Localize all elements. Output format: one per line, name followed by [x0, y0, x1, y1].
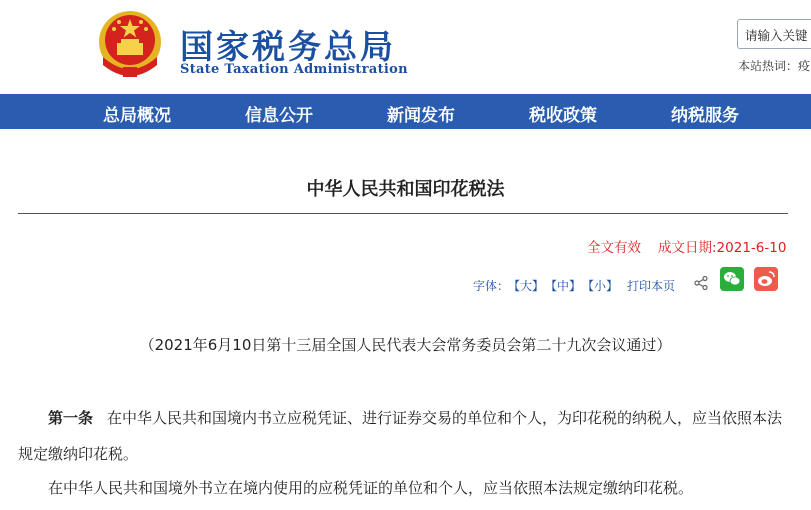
national-emblem-icon	[97, 9, 163, 79]
status-badge: 全文有效	[587, 240, 641, 256]
site-logo-subtitle[interactable]: State Taxation Administration	[180, 62, 408, 77]
title-divider	[18, 213, 788, 214]
font-medium-button[interactable]: 【中】	[545, 279, 582, 293]
article-paragraph-1	[18, 400, 794, 472]
page-title: 中华人民共和国印花税法	[306, 179, 505, 200]
nav-item-info-disclosure[interactable]: 信息公开	[245, 106, 313, 126]
publish-date: 成文日期:2021-6-10	[658, 240, 787, 256]
search-placeholder: 请输入关键	[745, 28, 808, 43]
nav-item-tax-policy[interactable]: 税收政策	[529, 106, 597, 126]
font-size-label: 字体：	[473, 279, 510, 293]
hot-words: 本站热词：疫	[738, 59, 811, 73]
main-nav	[0, 94, 811, 129]
article-text: 在中华人民共和国境内书立应税凭证、进行证券交易的单位和个人，为印花税的纳税人，应当依照本法规定缴纳印花税。	[18, 409, 783, 463]
article-text: 在中华人民共和国境外书立在境内使用的应税凭证的单位和个人，应当依照本法规定缴纳印花税。	[48, 479, 694, 497]
wechat-icon[interactable]	[720, 267, 744, 291]
search-input[interactable]	[737, 19, 811, 49]
nav-item-tax-service[interactable]: 纳税服务	[671, 106, 739, 126]
share-icon[interactable]	[693, 275, 709, 291]
print-button[interactable]: 打印本页	[627, 279, 676, 293]
nav-item-news[interactable]: 新闻发布	[387, 106, 455, 126]
weibo-icon[interactable]	[754, 267, 778, 291]
font-small-button[interactable]: 【小】	[582, 279, 619, 293]
article-paragraph-2	[18, 470, 794, 506]
nav-item-overview[interactable]: 总局概况	[103, 106, 171, 126]
adoption-note: （2021年6月10日第十三届全国人民代表大会常务委员会第二十九次会议通过）	[139, 336, 672, 354]
site-header	[0, 0, 811, 94]
site-logo-title[interactable]: 国家税务总局	[180, 27, 396, 66]
article-number: 第一条	[48, 409, 94, 427]
font-large-button[interactable]: 【大】	[508, 279, 545, 293]
